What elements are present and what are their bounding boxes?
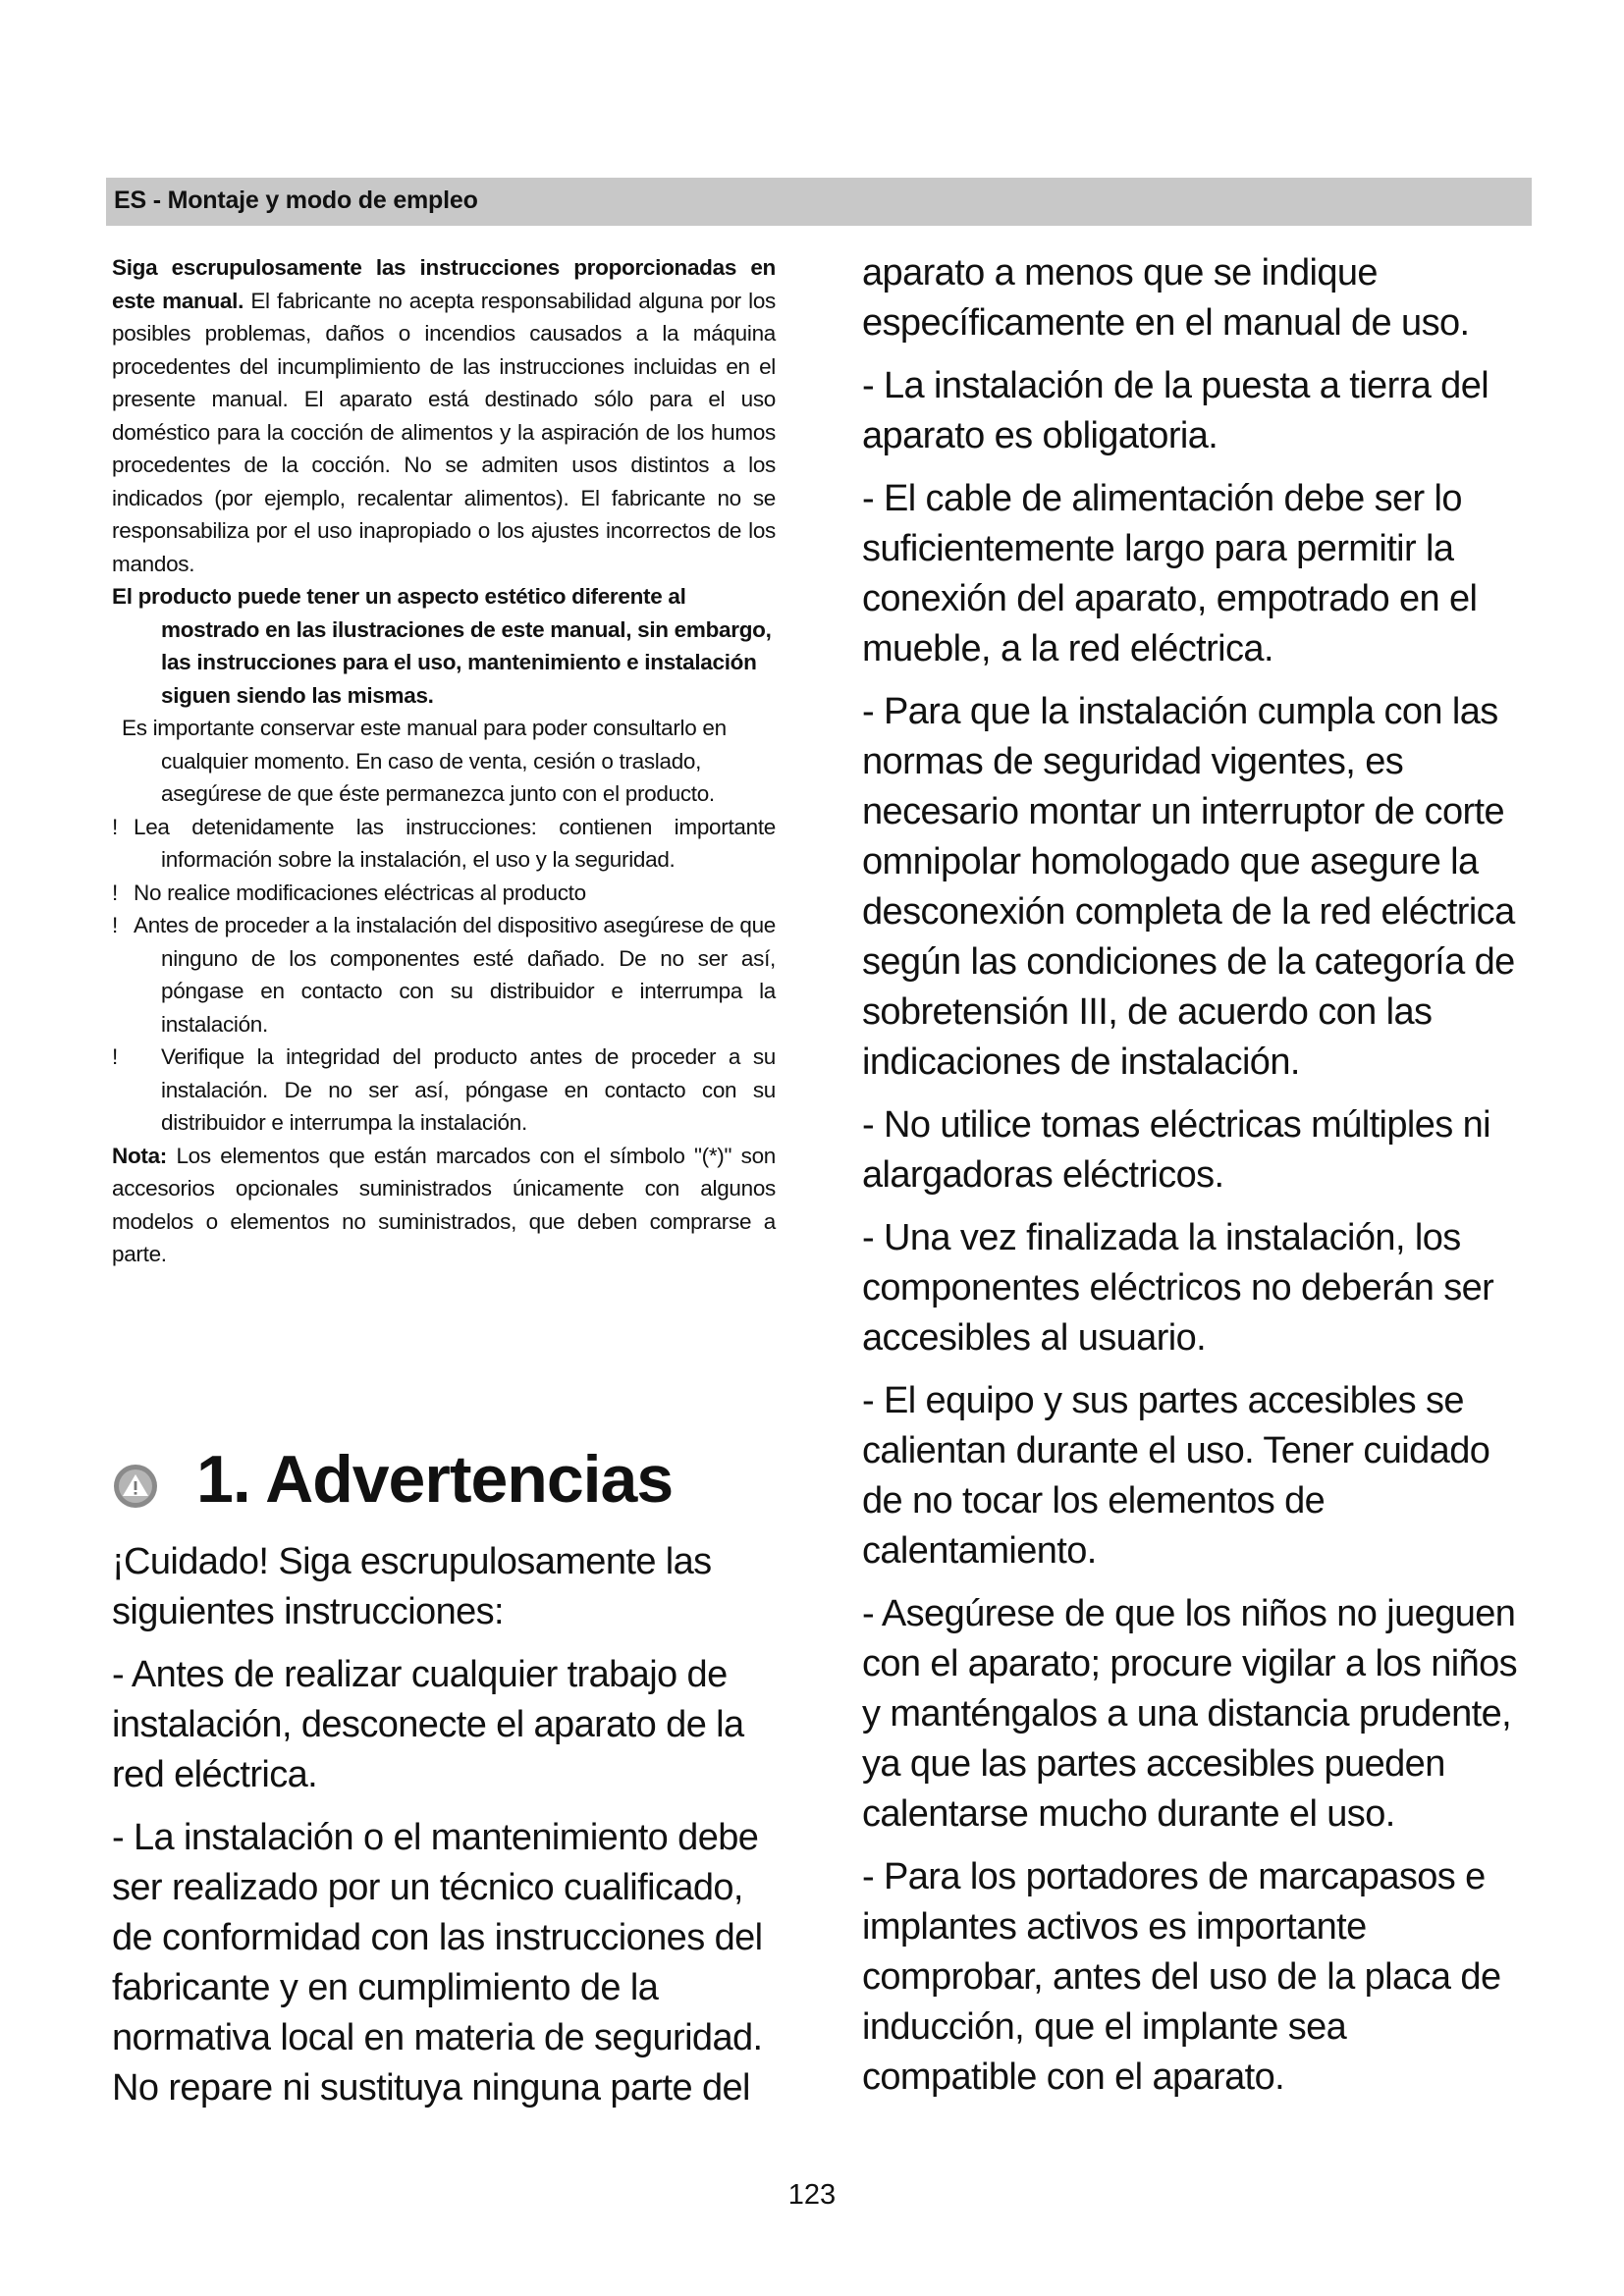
warning-paragraph: - La instalación o el mantenimiento debe ser realizado por un técnico cualificado, de conformidad con las instrucciones del fabricante y en cumplimiento de la normativa local en materia de seguridad. No repare ni sustituya ninguna parte del bbox=[112, 1817, 763, 2109]
intro-bold-lead: Siga escrupulosamente las instrucciones proporcionadas en este manual. bbox=[112, 255, 776, 313]
section-header-bar bbox=[106, 178, 1532, 226]
warning-paragraph: ¡Cuidado! Siga escrupulosamente las siguientes instrucciones: bbox=[112, 1541, 712, 1632]
appearance-note: El producto puede tener un aspecto estético diferente al mostrado en las ilustraciones de este manual, sin embargo, las instrucciones para el uso, mantenimiento e instalación siguen siendo las mismas. bbox=[112, 584, 772, 708]
bullet-mark: ! bbox=[112, 880, 118, 905]
bullet-item bbox=[112, 811, 776, 877]
warning-icon bbox=[112, 1463, 159, 1510]
note-paragraph bbox=[112, 1140, 776, 1271]
bullet-text: Lea detenidamente las instrucciones: contienen importante información sobre la instalación, el uso y la seguridad. bbox=[134, 814, 776, 872]
section-title: 1. Advertencias bbox=[196, 1442, 674, 1517]
bullet-text: No realice modificaciones eléctricas al producto bbox=[134, 880, 586, 905]
keep-manual-paragraph: Es importante conservar este manual para poder consultarlo en cualquier momento. En caso de venta, cesión o traslado, asegúrese de que éste permanezca junto con el producto. bbox=[122, 716, 727, 806]
bullet-item bbox=[112, 909, 776, 1041]
warning-paragraph: - La instalación de la puesta a tierra del aparato es obligatoria. bbox=[862, 365, 1489, 456]
bullet-mark: ! bbox=[112, 1044, 118, 1069]
warning-paragraph: - El cable de alimentación debe ser lo suficientemente largo para permitir la conexión del aparato, empotrado en el mueble, a la red eléctrica. bbox=[862, 478, 1478, 669]
bullet-item bbox=[112, 1041, 776, 1140]
warning-paragraph: - Para que la instalación cumpla con las normas de seguridad vigentes, es necesario montar un interruptor de corte omnipolar homologado que asegure la desconexión completa de la red eléctrica según las condiciones de la categoría de sobretensión III, de acuerdo con las indicaciones de instalación. bbox=[862, 691, 1515, 1083]
right-warnings-column bbox=[862, 248, 1530, 2103]
warning-paragraph: - No utilice tomas eléctricas múltiples ni alargadoras eléctricos. bbox=[862, 1104, 1491, 1196]
note-label: Nota: bbox=[112, 1143, 167, 1168]
note-text: Los elementos que están marcados con el símbolo "(*)" son accesorios opcionales suministrados únicamente con algunos modelos o elementos no suministrados, que deben comprarse a parte. bbox=[112, 1143, 776, 1266]
bullet-text: Verifique la integridad del producto antes de proceder a su instalación. De no ser así, póngase en contacto con su distribuidor e interrumpa la instalación. bbox=[161, 1044, 776, 1135]
intro-paragraph bbox=[112, 251, 776, 580]
bullet-item bbox=[112, 877, 776, 910]
warning-paragraph: - Para los portadores de marcapasos e implantes activos es importante comprobar, antes del uso de la placa de inducción, que el implante sea compatible con el aparato. bbox=[862, 1856, 1501, 2098]
bullet-mark: ! bbox=[112, 814, 118, 839]
left-warnings-column bbox=[112, 1537, 789, 2113]
page-number: 123 bbox=[787, 2179, 837, 2211]
warning-paragraph: aparato a menos que se indique específicamente en el manual de uso. bbox=[862, 252, 1470, 344]
bullet-text: Antes de proceder a la instalación del dispositivo asegúrese de que ninguno de los componentes esté dañado. De no ser así, póngase en contacto con su distribuidor e interrumpa la instalación. bbox=[134, 913, 776, 1037]
bullet-mark: ! bbox=[112, 913, 118, 937]
section-heading bbox=[112, 1443, 799, 1522]
intro-body: El fabricante no acepta responsabilidad alguna por los posibles problemas, daños o incendios causados a la máquina procedentes del incumplimiento de las instrucciones incluidas en el presente manual. El aparato está destinado sólo para el uso doméstico para la cocción de alimentos y la aspiración de los humos procedentes de la cocción. No se admiten usos distintos a los indicados (por ejemplo, recalentar alimentos). El fabricante no se responsabiliza por el uso inapropiado o los ajustes incorrectos de los mandos. bbox=[112, 288, 776, 576]
warning-paragraph: - Una vez finalizada la instalación, los componentes eléctricos no deberán ser accesibles al usuario. bbox=[862, 1217, 1494, 1359]
warning-paragraph: - Antes de realizar cualquier trabajo de instalación, desconecte el aparato de la red eléctrica. bbox=[112, 1654, 744, 1795]
header-title: ES - Montaje y modo de empleo bbox=[114, 187, 478, 214]
warning-paragraph: - Asegúrese de que los niños no jueguen con el aparato; procure vigilar a los niños y manténgalos a una distancia prudente, ya que las partes accesibles pueden calentarse mucho durante el uso. bbox=[862, 1593, 1518, 1835]
intro-column bbox=[112, 251, 776, 1271]
warning-paragraph: - El equipo y sus partes accesibles se calientan durante el uso. Tener cuidado de no tocar los elementos de calentamiento. bbox=[862, 1380, 1490, 1572]
